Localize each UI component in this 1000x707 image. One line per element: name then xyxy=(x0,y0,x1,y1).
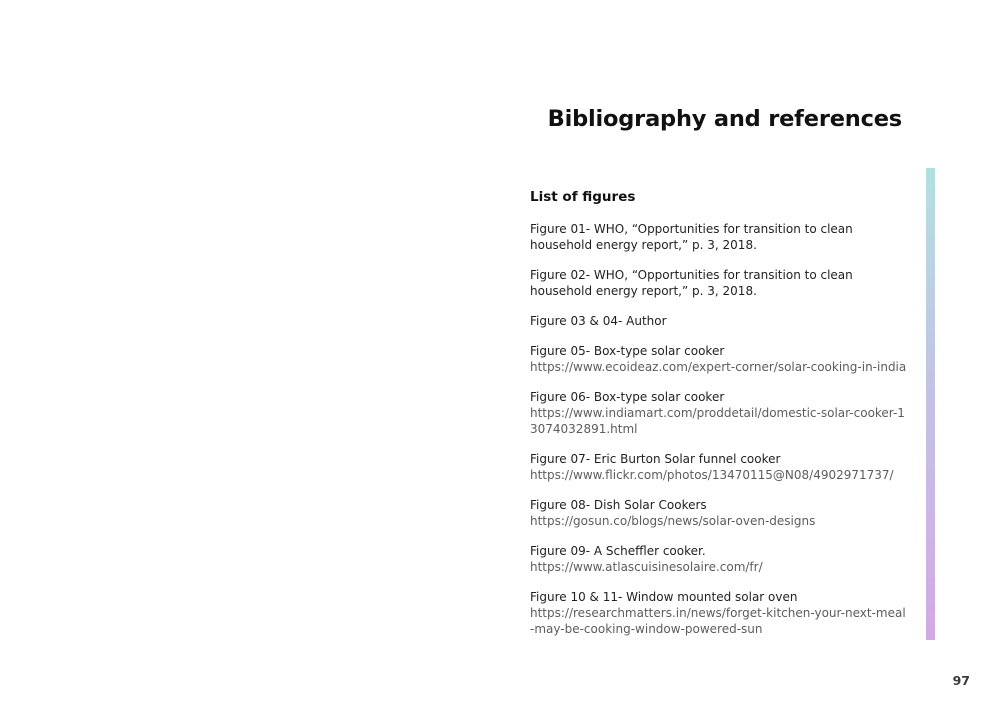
figure-label: Figure 03 & 04- Author xyxy=(530,314,667,328)
figure-item-07 xyxy=(530,451,920,483)
figure-source-url[interactable]: https://gosun.co/blogs/news/solar-oven-designs xyxy=(530,514,816,528)
figure-label: Figure 06- Box-type solar cooker xyxy=(530,390,725,404)
accent-bar xyxy=(926,168,935,640)
figure-source-url[interactable]: https://www.flickr.com/photos/13470115@N08/4902971737/ xyxy=(530,468,894,482)
figure-source-url[interactable]: https://www.atlascuisinesolaire.com/fr/ xyxy=(530,560,763,574)
figure-source-url[interactable]: https://www.indiamart.com/proddetail/domestic-solar-cooker-1 3074032891.html xyxy=(530,406,905,436)
figure-item-03-04 xyxy=(530,313,920,329)
section-title: List of figures xyxy=(530,189,636,205)
figure-source-url[interactable]: https://researchmatters.in/news/forget-kitchen-your-next-meal -may-be-cooking-window-powered-sun xyxy=(530,606,906,636)
figure-label: Figure 09- A Scheffler cooker. xyxy=(530,544,706,558)
figure-list xyxy=(530,221,920,637)
figure-label: Figure 01- WHO, “Opportunities for transition to clean household energy report,” p. 3, 2018. xyxy=(530,222,853,252)
figure-label: Figure 07- Eric Burton Solar funnel cooker xyxy=(530,452,781,466)
figure-source-url[interactable]: https://www.ecoideaz.com/expert-corner/solar-cooking-in-india xyxy=(530,360,907,374)
page-title: Bibliography and references xyxy=(547,106,902,132)
figure-label: Figure 08- Dish Solar Cookers xyxy=(530,498,707,512)
figure-item-06 xyxy=(530,389,920,437)
figure-label: Figure 02- WHO, “Opportunities for transition to clean household energy report,” p. 3, 2018. xyxy=(530,268,853,298)
page-number: 97 xyxy=(952,673,970,688)
list-of-figures xyxy=(530,187,920,651)
figure-item-02 xyxy=(530,267,920,299)
figure-item-09 xyxy=(530,543,920,575)
figure-label: Figure 10 & 11- Window mounted solar oven xyxy=(530,590,798,604)
figure-item-08 xyxy=(530,497,920,529)
figure-item-10-11 xyxy=(530,589,920,637)
figure-item-01 xyxy=(530,221,920,253)
figure-label: Figure 05- Box-type solar cooker xyxy=(530,344,725,358)
figure-item-05 xyxy=(530,343,920,375)
